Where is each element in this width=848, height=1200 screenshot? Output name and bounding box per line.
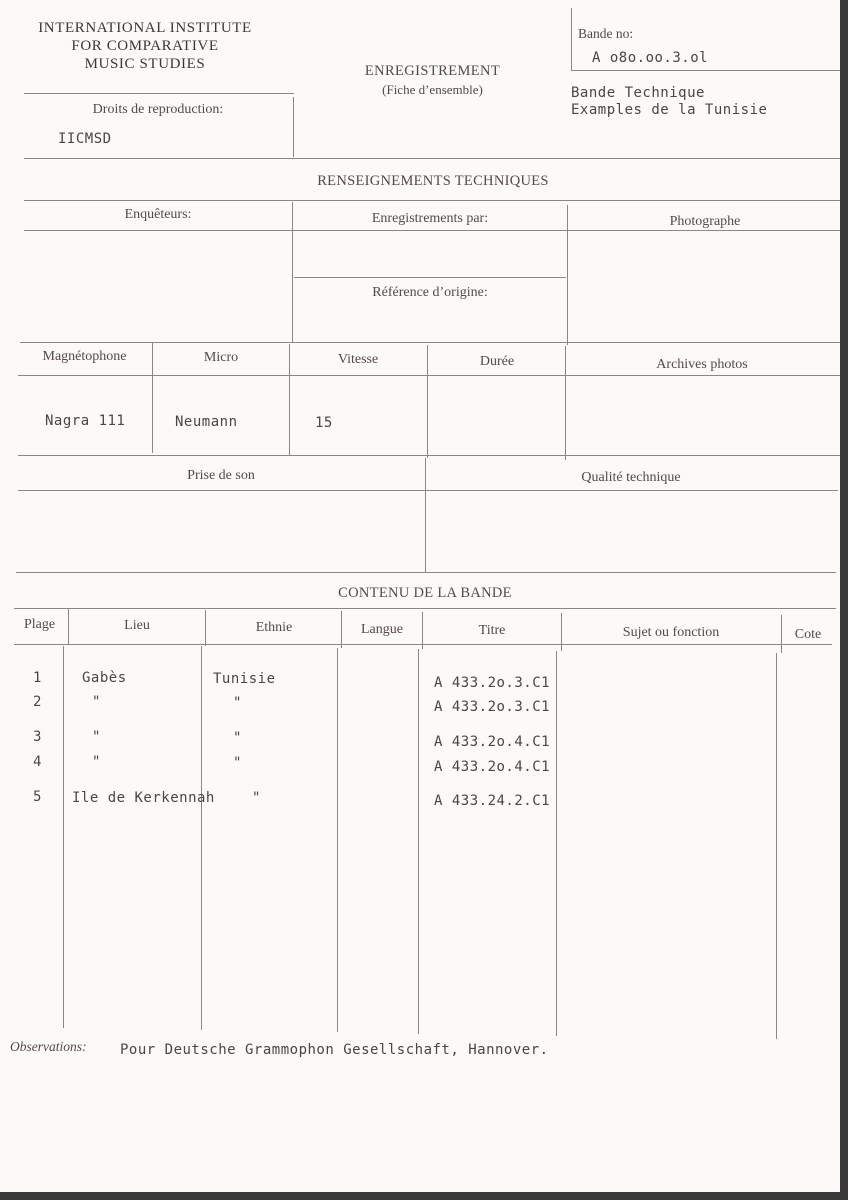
bande-number-value: A o8o.oo.3.ol — [592, 50, 709, 66]
row-titre: A 433.24.2.C1 — [434, 793, 551, 809]
row-plage: 2 — [33, 694, 42, 710]
row-plage: 5 — [33, 789, 42, 805]
divider — [567, 205, 568, 345]
row-ethnie: " — [233, 730, 242, 746]
observations-value: Pour Deutsche Grammophon Gesellschaft, Hannover. — [120, 1042, 549, 1058]
divider — [68, 609, 69, 645]
header-titre: Titre — [478, 623, 506, 638]
row-ethnie: " — [252, 790, 261, 806]
divider — [16, 572, 836, 573]
archives-photos-label: Archives photos — [656, 357, 748, 372]
header-ethnie: Ethnie — [255, 620, 293, 635]
row-plage: 4 — [33, 754, 42, 770]
tape-description-line-2: Examples de la Tunisie — [571, 102, 768, 118]
row-ethnie: " — [233, 695, 242, 711]
divider — [561, 613, 562, 651]
divider — [425, 458, 426, 572]
enregistrements-par-label: Enregistrements par: — [371, 211, 489, 226]
header-plage: Plage — [24, 617, 56, 632]
divider — [341, 611, 342, 648]
enqueteurs-label: Enquêteurs: — [124, 207, 192, 222]
divider — [422, 612, 423, 649]
reference-origine-label: Référence d’origine: — [372, 285, 488, 300]
header-sujet-fonction: Sujet ou fonction — [622, 625, 720, 640]
divider — [18, 455, 840, 456]
row-lieu: " — [92, 729, 101, 745]
photographe-label: Photographe — [669, 214, 741, 229]
form-subtitle: (Fiche d’ensemble) — [382, 82, 483, 97]
row-titre: A 433.2o.4.C1 — [434, 759, 551, 775]
divider — [24, 158, 842, 159]
divider — [14, 644, 832, 645]
divider — [781, 615, 782, 653]
vitesse-label: Vitesse — [337, 352, 379, 367]
magnetophone-value: Nagra 111 — [45, 413, 126, 429]
institute-name-line-2: FOR COMPARATIVE — [71, 38, 219, 54]
header-lieu: Lieu — [124, 618, 150, 633]
droits-label: Droits de reproduction: — [92, 102, 224, 117]
divider — [14, 608, 836, 609]
micro-label: Micro — [203, 350, 239, 365]
prise-de-son-label: Prise de son — [187, 468, 255, 483]
row-lieu: Gabès — [82, 670, 127, 686]
form-title: ENREGISTREMENT — [364, 63, 501, 79]
divider — [205, 610, 206, 646]
scan-edge — [0, 1192, 848, 1200]
divider — [201, 646, 202, 1030]
divider — [24, 200, 842, 201]
divider — [418, 649, 419, 1034]
droits-box-top-border — [24, 93, 294, 94]
observations-label: Observations: — [10, 1039, 87, 1054]
institute-name-line-1: INTERNATIONAL INSTITUTE — [38, 20, 252, 36]
magnetophone-label: Magnétophone — [42, 349, 127, 364]
bande-number-label: Bande no: — [578, 26, 634, 41]
header-cote: Cote — [794, 627, 822, 642]
row-titre: A 433.2o.3.C1 — [434, 699, 551, 715]
contents-section-title: CONTENU DE LA BANDE — [338, 585, 512, 601]
divider — [18, 490, 838, 491]
divider — [292, 202, 293, 342]
divider — [556, 651, 557, 1036]
row-plage: 1 — [33, 670, 42, 686]
bande-box-bottom-border — [571, 70, 844, 71]
row-lieu: Ile de Kerkennah — [72, 790, 215, 806]
divider — [289, 344, 290, 456]
scan-edge — [840, 0, 848, 1200]
divider — [337, 648, 338, 1032]
divider — [294, 277, 566, 278]
divider — [427, 345, 428, 458]
divider — [63, 646, 64, 1028]
vitesse-value: 15 — [315, 415, 333, 431]
divider — [565, 346, 566, 460]
row-titre: A 433.2o.4.C1 — [434, 734, 551, 750]
technical-section-title: RENSEIGNEMENTS TECHNIQUES — [317, 173, 549, 189]
row-lieu: " — [92, 694, 101, 710]
duree-label: Durée — [479, 354, 515, 369]
droits-box-right-border — [293, 97, 294, 157]
micro-value: Neumann — [175, 414, 238, 430]
divider — [18, 375, 840, 376]
divider — [152, 343, 153, 453]
row-lieu: " — [92, 754, 101, 770]
bande-box-left-border — [571, 8, 572, 70]
row-plage: 3 — [33, 729, 42, 745]
qualite-technique-label: Qualité technique — [581, 470, 681, 485]
divider — [24, 230, 842, 231]
row-titre: A 433.2o.3.C1 — [434, 675, 551, 691]
divider — [20, 342, 840, 343]
divider — [776, 653, 777, 1039]
row-ethnie: Tunisie — [213, 671, 276, 687]
row-ethnie: " — [233, 755, 242, 771]
droits-value: IICMSD — [58, 131, 112, 147]
header-langue: Langue — [361, 622, 403, 637]
institute-name-line-3: MUSIC STUDIES — [84, 56, 206, 72]
tape-description-line-1: Bande Technique — [571, 85, 705, 101]
